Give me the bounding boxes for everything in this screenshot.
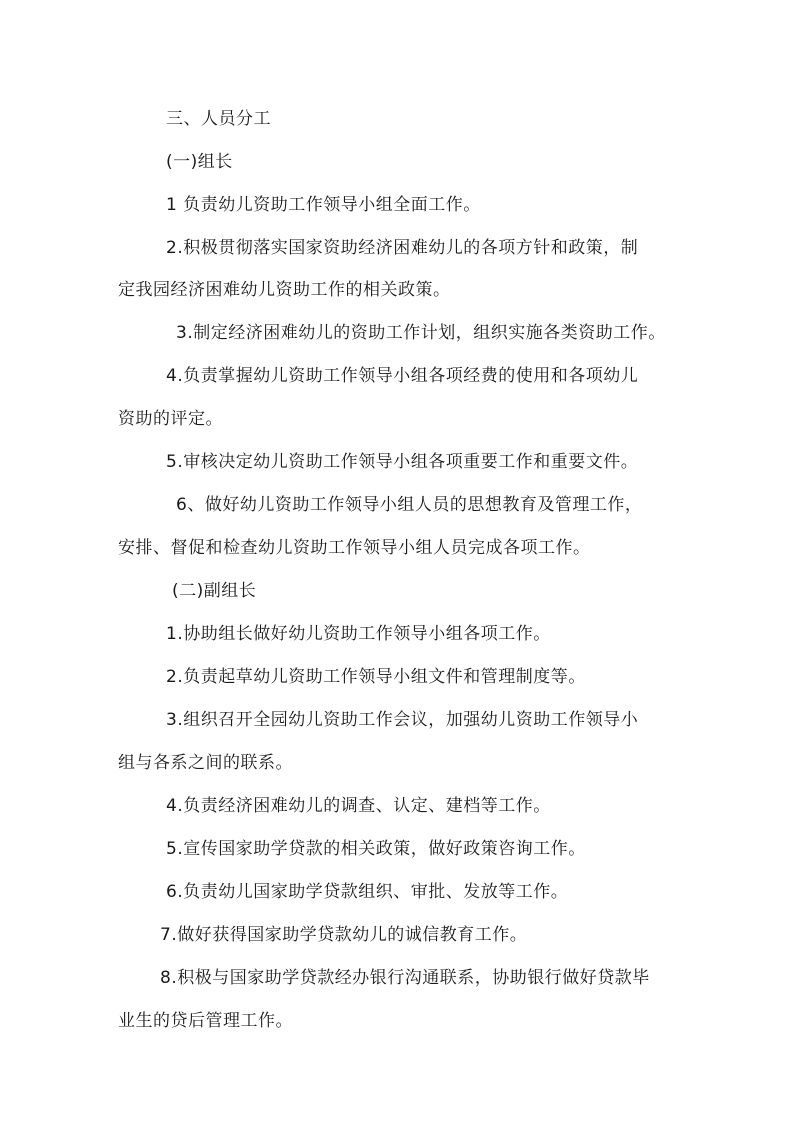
paragraph-line: 5.审核决定幼儿资助工作领导小组各项重要工作和重要文件。: [166, 452, 639, 472]
paragraph-line: 3.制定经济困难幼儿的资助工作计划，组织实施各类资助工作。: [176, 323, 666, 343]
paragraph-line: 业生的贷后管理工作。: [118, 1011, 293, 1031]
section-heading: 三、人员分工: [166, 109, 271, 129]
paragraph-line: 3.组织召开全园幼儿资助工作会议，加强幼儿资助工作领导小: [166, 710, 639, 730]
paragraph-line: 组与各系之间的联系。: [118, 753, 293, 773]
paragraph-line: 8.积极与国家助学贷款经办银行沟通联系，协助银行做好贷款毕: [160, 968, 650, 988]
paragraph-line: 2.负责起草幼儿资助工作领导小组文件和管理制度等。: [166, 667, 586, 687]
paragraph-line: 5.宣传国家助学贷款的相关政策，做好政策咨询工作。: [166, 839, 586, 859]
paragraph-line: 4.负责掌握幼儿资助工作领导小组各项经费的使用和各项幼儿: [166, 366, 639, 386]
paragraph-line: 6、做好幼儿资助工作领导小组人员的思想教育及管理工作，: [176, 495, 643, 515]
paragraph-line: 定我园经济困难幼儿资助工作的相关政策。: [118, 280, 451, 300]
paragraph-line: 1 负责幼儿资助工作领导小组全面工作。: [166, 195, 481, 215]
paragraph-line: 6.负责幼儿国家助学贷款组织、审批、发放等工作。: [166, 882, 569, 902]
paragraph-line: 2.积极贯彻落实国家资助经济困难幼儿的各项方针和政策，制: [166, 238, 639, 258]
subsection-heading-deputy: (二)副组长: [172, 581, 257, 601]
paragraph-line: 1.协助组长做好幼儿资助工作领导小组各项工作。: [166, 624, 551, 644]
paragraph-line: 资助的评定。: [118, 409, 223, 429]
paragraph-line: 7.做好获得国家助学贷款幼儿的诚信教育工作。: [160, 925, 528, 945]
paragraph-line: 安排、督促和检查幼儿资助工作领导小组人员完成各项工作。: [118, 538, 591, 558]
paragraph-line: 4.负责经济困难幼儿的调查、认定、建档等工作。: [166, 796, 551, 816]
subsection-heading-leader: (一)组长: [166, 152, 233, 172]
